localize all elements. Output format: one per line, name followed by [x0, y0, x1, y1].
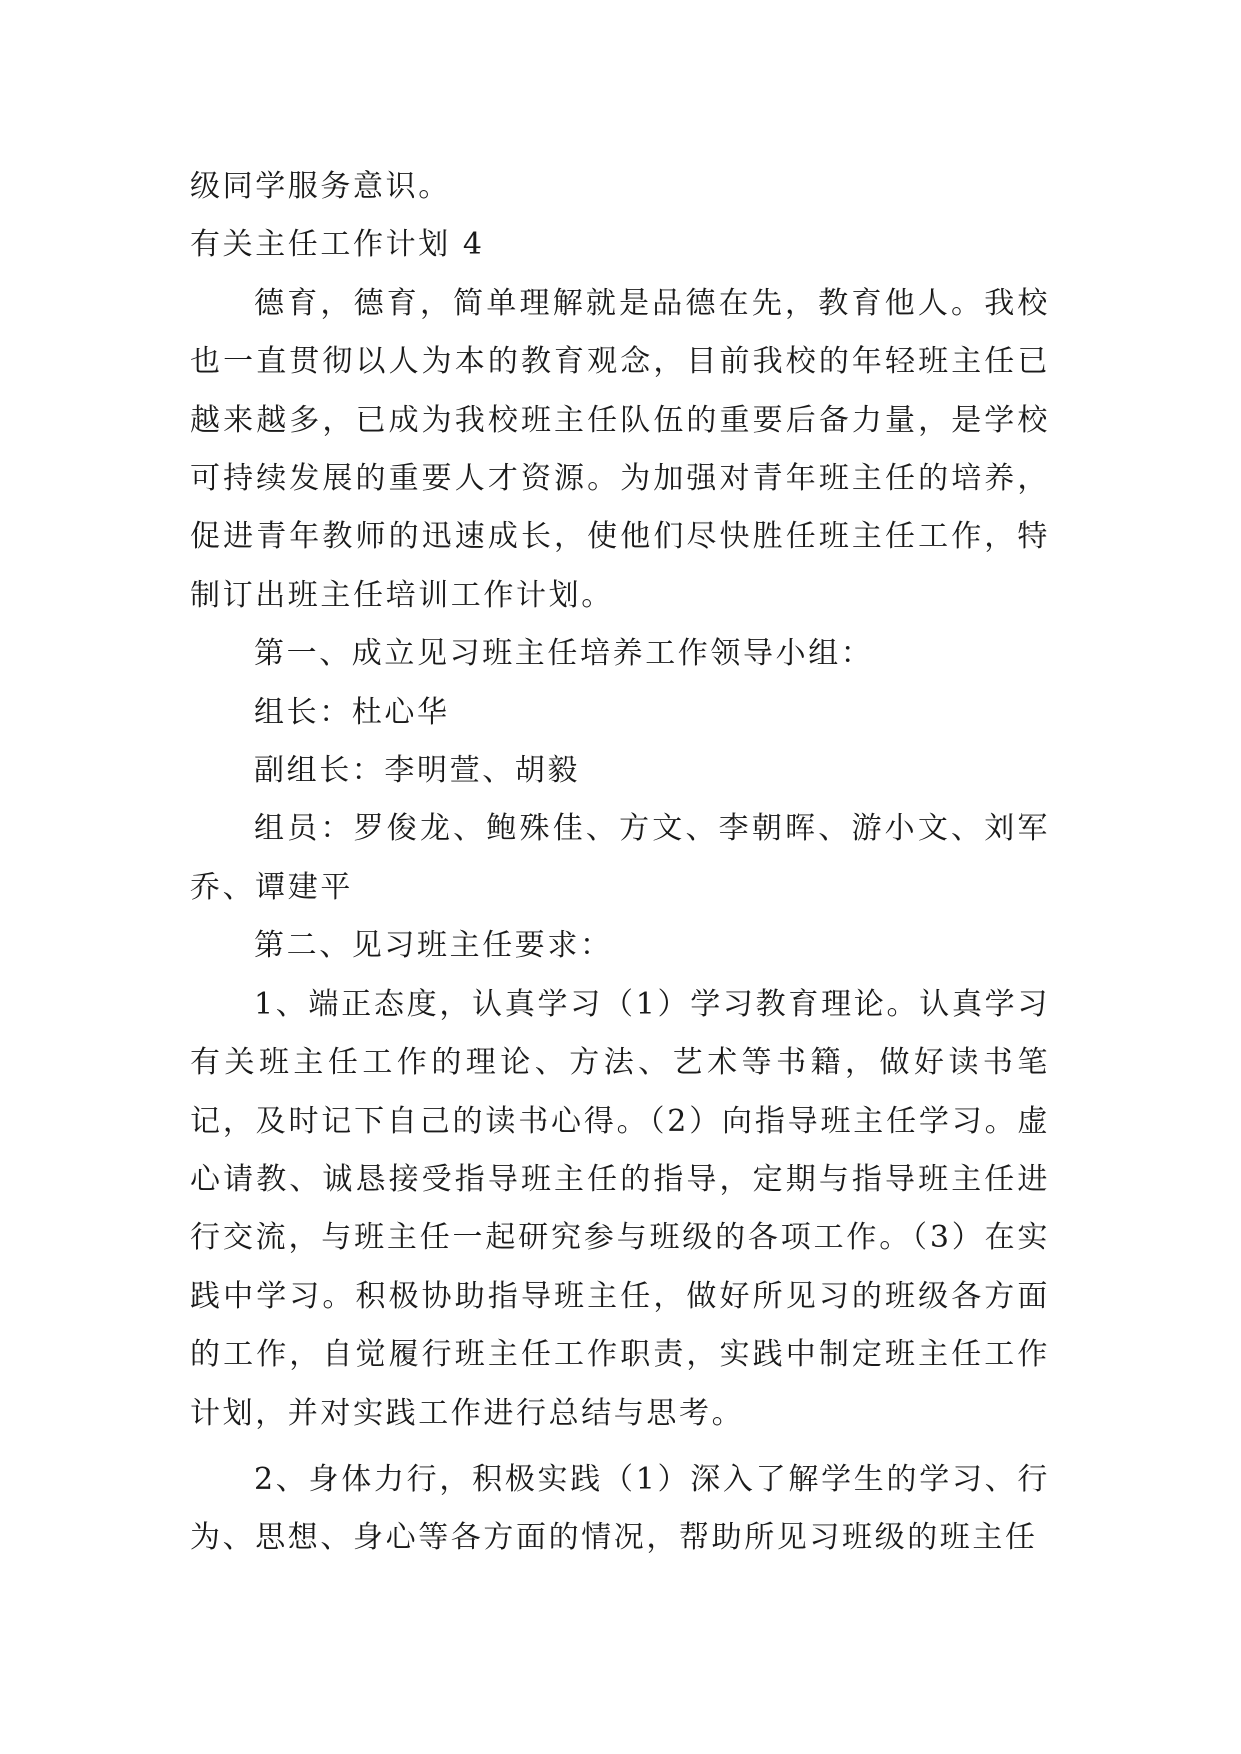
- paragraph-deputy-leader: 副组长：李明萱、胡毅: [254, 753, 580, 789]
- paragraph-intro: 德育，德育，简单理解就是品德在先，教育他人。我校也一直贯彻以人为本的教育观念，目前我校的年轻班主任已越来越多，已成为我校班主任队伍的重要后备力量，是学校可持续发展的重要人才资源。为加强对青年班主任的培养，促进青年教师的迅速成长，使他们尽快胜任班主任工作，特制订出班主任培训工作计划。: [190, 285, 1050, 613]
- section-heading: 有关主任工作计划 4: [190, 227, 485, 263]
- paragraph-group-leader: 组长：杜心华: [254, 694, 450, 730]
- document-body: [190, 158, 1050, 1568]
- paragraph-requirement-2: 2、身体力行，积极实践（1）深入了解学生的学习、行为、思想、身心等各方面的情况，帮助所见习班级的班主任: [190, 1461, 1050, 1556]
- paragraph-part-one-heading: 第一、成立见习班主任培养工作领导小组：: [254, 636, 874, 672]
- paragraph-continuation: 级同学服务意识。: [190, 169, 451, 204]
- paragraph-requirement-1: 1、端正态度，认真学习（1）学习教育理论。认真学习有关班主任工作的理论、方法、艺术等书籍，做好读书笔记，及时记下自己的读书心得。（2）向指导班主任学习。虚心请教、诚恳接受指导班主任的指导，定期与指导班主任进行交流，与班主任一起研究参与班级的各项工作。（3）在实践中学习。积极协助指导班主任，做好所见习的班级各方面的工作，自觉履行班主任工作职责，实践中制定班主任工作计划，并对实践工作进行总结与思考。: [190, 986, 1050, 1431]
- paragraph-members: 组员：罗俊龙、鲍殊佳、方文、李朝晖、游小文、刘军乔、谭建平: [190, 811, 1050, 905]
- paragraph-part-two-heading: 第二、见习班主任要求：: [254, 928, 613, 964]
